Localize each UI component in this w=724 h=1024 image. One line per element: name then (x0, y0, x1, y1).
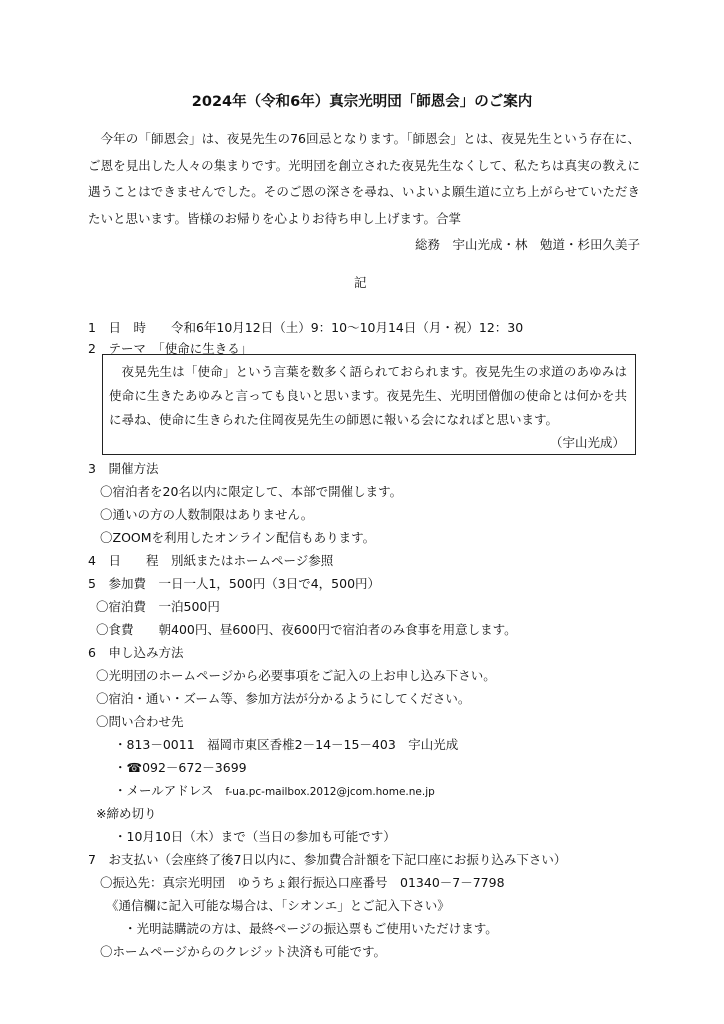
fee-line: 〇食費 朝400円、昼600円、夜600円で宿泊者のみ食事を用意します。 (96, 622, 517, 637)
email-address: f-ua.pc-mailbox.2012@jcom.home.ne.jp (225, 786, 435, 798)
method-line: 〇通いの方の人数制限はありません。 (100, 507, 314, 522)
payment-line: 〇ホームページからのクレジット決済も可能です。 (100, 944, 386, 959)
application-line: 〇光明団のホームページから必要事項をご記入の上お申し込み下さい。 (96, 668, 496, 683)
payment-note: ・光明誌購読の方は、最終ページの振込票もご使用いただけます。 (124, 921, 498, 936)
application-line: 〇問い合わせ先 (96, 714, 184, 729)
intro-paragraph: 今年の「師恩会」は、夜晃先生の76回忌となります。「師恩会」とは、夜晃先生という存在に、ご恩を見出した人々の集まりです。光明団を創立された夜晃先生なくして、私たちは真実の教えに遇うことはできませんでした。そのご恩の深さを尋ね、いよいよ願生道に立ち上がらせていただきたいと思います。皆様のお帰りを心よりお待ち申し上げます。合掌 (88, 131, 640, 226)
fee-line: 〇宿泊費 一泊500円 (96, 599, 220, 614)
item-payment: 7 お支払い（会座終了後7日以内に、参加費合計額を下記口座にお振り込み下さい） (88, 852, 567, 867)
intro-section (88, 126, 640, 259)
payment-line: 〇振込先：真宗光明団 ゆうちょ銀行振込口座番号 01340－7－7798 (100, 875, 505, 890)
deadline-label: ※締め切り (96, 806, 157, 821)
item-application: 6 申し込み方法 (88, 645, 184, 660)
item-fee: 5 参加費 一日一人1，500円（3日で4，500円） (88, 576, 381, 591)
item-program: 4 日 程 別紙またはホームページ参照 (88, 553, 334, 568)
item-theme: 2 テーマ 「使命に生きる」 (88, 341, 253, 356)
ki-heading: 記 (354, 275, 367, 290)
deadline-text: ・10月10日（木）まで（当日の参加も可能です） (114, 829, 396, 844)
signature: 総務 宇山光成・林 勉道・杉田久美子 (414, 237, 640, 252)
application-line: 〇宿泊・通い・ズーム等、参加方法が分かるようにしてください。 (96, 691, 471, 706)
contact-email-row (114, 783, 435, 800)
theme-text: 夜晃先生は「使命」という言葉を数多く語られておられます。夜晃先生の求道のあゆみは使命に生きたあゆみと言っても良いと思います。夜晃先生、光明団僧伽の使命とは何かを共に尋ね、使命に生きられた住岡夜晃先生の師恩に報いる会になればと思います。 (109, 364, 627, 427)
contact-phone: ・☎092－672－3699 (114, 760, 247, 775)
item-schedule: 1 日 時 令和6年10月12日（土）9：10～10月14日（月・祝）12：30 (88, 320, 524, 335)
document-title: 2024年（令和6年）真宗光明団「師恩会」のご案内 (191, 94, 533, 110)
item-method: 3 開催方法 (88, 461, 159, 476)
theme-text-block (109, 360, 627, 432)
contact-address: ・813－0011 福岡市東区香椎2－14－15－403 宇山光成 (114, 737, 459, 752)
payment-note: 《通信欄に記入可能な場合は、「シオンエ」とご記入下さい》 (106, 898, 450, 913)
email-label: ・メールアドレス (114, 783, 214, 798)
method-line: 〇宿泊者を20名以内に限定して、本部で開催します。 (100, 484, 403, 499)
theme-box (102, 354, 636, 455)
theme-author: （宇山光成） (549, 435, 625, 450)
method-line: 〇ZOOMを利用したオンライン配信もあります。 (100, 530, 376, 545)
